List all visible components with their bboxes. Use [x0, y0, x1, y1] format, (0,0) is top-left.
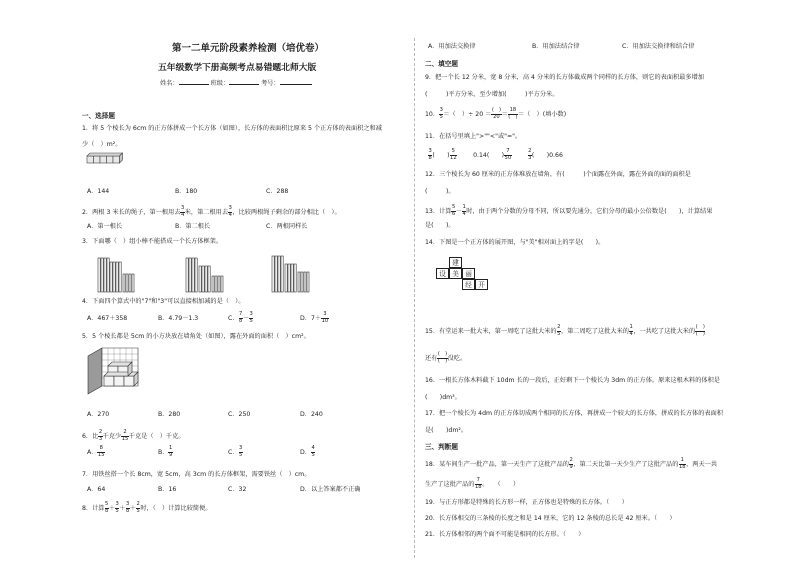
student-info-line — [160, 80, 312, 88]
q4-d-frac-num: 3 — [321, 312, 329, 319]
q15-remaining-den: ( ) — [437, 357, 448, 364]
q10-frac-1-den: 5 — [439, 113, 443, 120]
q15-answer-den: ( ) — [695, 330, 705, 337]
q6-a-frac — [97, 446, 105, 458]
q10-frac-1-num: 3 — [439, 107, 443, 113]
q11-i1-den2: 12 — [450, 154, 457, 161]
q6-a-label: A． — [87, 449, 98, 457]
q5-corner-cubes-figure — [86, 346, 142, 396]
q7-option-b[interactable]: B．16 — [158, 486, 177, 493]
exam-subtitle: 五年级数学下册高频考点易错题北师大版 — [158, 63, 317, 73]
q18-post: ，两天一共 — [686, 461, 718, 469]
q1-text: 1．将 5 个棱长为 6cm 的正方体拼成一个长方体（如图），长方体的表面积比原来 5 个正方体的表面积之和减 — [82, 125, 382, 132]
q11-i1-num2: 5 — [450, 149, 458, 156]
q8-b-num: 3 — [115, 501, 119, 507]
q10-frac-3-num: 18 — [509, 107, 517, 113]
q6-b-frac — [168, 446, 172, 458]
q6-c-label: C． — [228, 449, 239, 457]
q13-frac-2-num: 1 — [462, 204, 466, 210]
q6-frac-1-den: 3 — [98, 435, 103, 442]
q15-frac-2-den: 4 — [629, 330, 633, 337]
q13-mid: － — [455, 208, 462, 216]
q6-a-den: 15 — [97, 451, 105, 458]
q2-mid: 米，第二根用去 — [184, 209, 229, 217]
q1-cube-row-figure — [86, 152, 124, 166]
q5-option-c[interactable]: C．250 — [228, 411, 251, 418]
q4-c-frac-2-den: 5 — [249, 317, 253, 324]
q11-i1-num: 3 — [428, 148, 432, 154]
column-divider — [414, 38, 415, 558]
q2-frac-2-num: 3 — [228, 205, 232, 211]
q6-b-den: 9 — [168, 451, 173, 458]
q8-post: 时，（ ）计算比较简便。 — [140, 505, 212, 513]
q4-d-frac — [321, 312, 329, 324]
q2-pre: 2．两根 3 米长的绳子，第一根用去 — [82, 209, 181, 217]
q6-option-c[interactable] — [228, 446, 243, 458]
q11-item2-frac — [504, 149, 512, 161]
q9-text-2: ( )平方分米，至少增加( )平方分米。 — [425, 91, 559, 98]
q13-text-2: 是( )。 — [425, 222, 455, 229]
q11-i2-pre: 0.14( ) — [473, 152, 505, 160]
q11-i3-post: ( )0.66 — [531, 152, 563, 160]
class-label: 班级： — [210, 80, 230, 87]
q6-c-num: 3 — [239, 445, 243, 451]
q15-frac-2-num: 1 — [629, 324, 633, 330]
q15-answer-frac[interactable] — [695, 325, 705, 337]
q20-text: 20．长方体相交的三条棱的长度之和是 14 厘米，它的 12 条棱的总长是 42 厘米。（ ） — [425, 515, 676, 522]
q3-group-a — [98, 258, 134, 292]
q18-frac-3-num: 7 — [475, 478, 483, 485]
section-fill-heading: 二、填空题 — [425, 60, 458, 68]
net-cell-mei: 美 — [449, 268, 462, 279]
q18-text — [425, 458, 717, 470]
exam-no-field[interactable] — [280, 84, 312, 85]
q2-option-a[interactable]: A．第一根长 — [87, 223, 123, 230]
q8-option-b[interactable]: B．用加法结合律 — [532, 43, 580, 50]
net-cell-she: 设 — [436, 268, 449, 279]
q15-remaining-frac[interactable] — [437, 352, 447, 364]
q6-text — [82, 430, 184, 442]
q1-text-2: 少（ ）m²。 — [82, 141, 122, 148]
q11-i2-num: 7 — [504, 149, 512, 156]
q8-a-den: 8 — [105, 507, 109, 514]
q8-text: 8．计算 $\frac{5}{8}$ ＋ $\frac{3}{5}$ ＋ $\frac{3}{8}$ ＋ $\frac{2}{5}$ 时，（ ）计算比较简便。 — [82, 501, 212, 514]
q10-post: ＝（ ）(填小数) — [518, 111, 567, 119]
q10-frac-2 — [491, 108, 501, 120]
q15-remaining-num: ( ) — [437, 351, 448, 357]
q21-text: 21．长方体相邻的两个面不可能是相同的长方形。（ ） — [425, 531, 585, 538]
q15-post: ，一共吃了这批大米的 — [633, 328, 696, 336]
q8-d-den: 5 — [136, 507, 140, 514]
q11-i3-num: 2 — [528, 148, 532, 154]
q5-option-b[interactable]: B．280 — [158, 411, 181, 418]
q8-option-a[interactable]: A．用加法交换律 — [428, 43, 476, 50]
q8-frac-b — [115, 502, 119, 514]
q15-text-2 — [425, 352, 466, 364]
q2-frac-1-den: 4 — [180, 211, 185, 218]
q13-frac-2-den: 4 — [462, 210, 466, 217]
q16-text: 16．一根长方体木料截下 10dm 长的一段后，正好剩下一个棱长为 3dm 的正方体。原来这根木料的体积是 — [425, 377, 720, 384]
net-cell-kai: 开 — [475, 279, 488, 290]
q6-b-num: 1 — [168, 445, 173, 451]
q14-text: 14．下图是一个正方体的展开图，与"美"相对面上的字是( )。 — [425, 239, 605, 246]
q18-line2-post: 。 （ ） — [482, 481, 520, 489]
q11-text: 11．在括号里填上">""<"或"="。 — [425, 133, 522, 140]
q15-pre: 15．有堂运来一批大米，第一周吃了这批大米的 — [425, 328, 557, 336]
q8-c-den: 8 — [126, 507, 130, 514]
q6-frac-2-den: 15 — [121, 435, 129, 442]
q1-option-b[interactable]: B．180 — [175, 188, 198, 195]
net-cell-jing: 经 — [462, 279, 475, 290]
q15-frac-1-den: 5 — [557, 330, 561, 337]
name-label: 姓名： — [160, 80, 179, 87]
q2-post: ，比较两根绳子剩余的部分相比（ ）。 — [232, 209, 341, 217]
q18-frac-2-num: 1 — [679, 458, 687, 465]
q8-c-num: 3 — [126, 501, 130, 507]
q11-i1-den: 8 — [428, 154, 432, 161]
q13-pre: 13．计算 — [425, 208, 452, 216]
q16-text-2: ( )dm³。 — [425, 394, 461, 401]
q1-option-c[interactable]: C．288 — [266, 188, 289, 195]
q2-option-c[interactable]: C．两根同样长 — [266, 223, 308, 230]
q3-stick-groups-figure — [96, 252, 346, 294]
q4-c-frac-1-num: 7 — [239, 311, 243, 317]
q4-c-frac-2-num: 3 — [249, 311, 253, 317]
q17-text: 17．把一个棱长为 4dm 的正方体切成两个相同的长方体，再拼成一个较大的长方体，拼成的长方体的表面积 — [425, 410, 723, 417]
q2-text — [82, 206, 341, 218]
q5-text: 5．5 个棱长都是 5cm 的小方块放在墙角处（如图），露在外面的面积（ ）cm²。 — [82, 333, 310, 340]
q4-option-d[interactable] — [300, 312, 329, 324]
q18-mid: ，第二天比第一天少生产了这批产品的 — [573, 461, 679, 469]
q4-text: 4．下面四个算式中的"7"和"3"可以直接相加减的是（ ）。 — [82, 298, 245, 305]
q10-frac-3-den: ( ) — [508, 113, 518, 120]
q6-c-frac — [239, 446, 243, 458]
q14-cube-net — [430, 255, 502, 305]
q10-mid-1: ＝（ ）÷ 20 ＝ — [443, 111, 492, 119]
q6-frac-2-num: 2 — [121, 430, 129, 437]
q6-post: 千克是（ ）千克。 — [128, 433, 185, 441]
q18-frac-3-den: 18 — [475, 483, 482, 490]
q2-frac-1-num: 3 — [180, 205, 185, 211]
q10-frac-2-den: 20 — [493, 113, 500, 120]
q11-i3-den: 3 — [528, 154, 532, 161]
net-cell-li: 丽 — [462, 268, 475, 279]
q10-pre: 10． — [425, 111, 440, 119]
q10-mid-2: ＝ — [501, 111, 508, 119]
q1-option-a[interactable]: A．144 — [87, 188, 110, 195]
q11-items — [428, 149, 563, 161]
q5-option-d[interactable]: D．240 — [300, 411, 323, 418]
q6-c-den: 5 — [239, 451, 243, 458]
q8-d-num: 2 — [136, 501, 140, 507]
class-field[interactable] — [229, 84, 259, 85]
q7-option-d[interactable]: D．以上答案都不正确 — [300, 486, 361, 493]
q4-c-frac-1-den: 8 — [239, 317, 243, 324]
q4-option-c[interactable] — [228, 312, 253, 324]
exam-no-label: 考号： — [261, 80, 280, 87]
q15-still: 还有 — [425, 355, 438, 363]
q3-group-b — [186, 258, 223, 292]
q11-i1-gap: ( ) — [432, 152, 450, 160]
q7-option-a[interactable]: A．64 — [87, 486, 106, 493]
q4-d-frac-den: 10 — [321, 317, 329, 324]
q8-frac-c — [126, 502, 130, 514]
q13-frac-1-num: 5 — [451, 204, 456, 210]
q18-pre: 18．某车间生产一批产品，第一天生产了这批产品的 — [425, 461, 569, 469]
q8-pre: 8．计算 — [82, 505, 105, 513]
q8-b-den: 5 — [115, 507, 119, 514]
q4-c-label: C． — [228, 315, 239, 323]
q5-option-a[interactable]: A．270 — [87, 411, 110, 418]
q12-text-2: ( )。 — [425, 188, 455, 195]
q13-post: 时，由于两个分数的分母不同，所以要先通分，它们分母的最小公倍数是( )，计算结果 — [466, 208, 713, 216]
q4-option-a[interactable]: A．467＋358 — [87, 315, 128, 322]
q10-frac-2-num: ( ) — [491, 107, 502, 113]
q6-d-den: 5 — [311, 451, 315, 458]
q15-answer-num: ( ) — [695, 324, 705, 330]
q8-frac-a — [105, 502, 109, 514]
q17-text-2: 是( )dm²。 — [425, 427, 468, 434]
q2-frac-2-den: 4 — [228, 211, 232, 218]
q7-option-c[interactable]: C．32 — [228, 486, 247, 493]
name-field[interactable] — [179, 84, 209, 85]
q3-group-c — [272, 256, 309, 292]
q18-text-2 — [425, 478, 519, 490]
q15-text — [425, 325, 705, 337]
q8-option-c[interactable]: C．用加法交换律和结合律 — [622, 43, 695, 50]
q11-item1-frac-2 — [450, 149, 458, 161]
q6-d-num: 4 — [311, 445, 315, 451]
q6-a-num: 8 — [97, 446, 105, 453]
q18-frac-2-den: 18 — [679, 463, 686, 470]
q6-option-d[interactable] — [300, 446, 315, 458]
q6-b-label: B． — [158, 449, 169, 457]
q18-frac-2 — [679, 458, 687, 470]
q8-a-num: 5 — [105, 501, 109, 507]
section-judge-heading: 三、判断题 — [425, 443, 458, 451]
section-choice-heading: 一、选择题 — [82, 112, 115, 120]
q10-text — [425, 108, 566, 120]
q6-option-b[interactable] — [158, 446, 173, 458]
q4-d-label: D．7＋ — [300, 315, 322, 323]
q6-d-frac — [311, 446, 315, 458]
q15-mid: ，第二周吃了这批大米的 — [560, 328, 629, 336]
q18-frac-3 — [475, 478, 483, 490]
q4-c-frac-2 — [249, 312, 253, 324]
q19-text: 19．与正方形都是特殊的长方形一样，正方体也是特殊的长方体。（ ） — [425, 499, 628, 506]
q12-text: 12．三个棱长为 60 厘米的正方体堆放在墙角，有( )个面露在外面，露在外面的面的面积是 — [425, 171, 691, 178]
net-cell-jian: 建 — [449, 257, 462, 268]
q10-frac-3 — [508, 108, 518, 120]
q11-i2-den: 50 — [504, 154, 512, 161]
q6-option-a[interactable] — [87, 446, 105, 458]
q6-frac-1-num: 2 — [98, 429, 103, 435]
q18-frac-1-den: 9 — [569, 463, 573, 470]
q4-option-b[interactable]: B．4.79－1.3 — [158, 315, 199, 322]
q6-pre: 6．比 — [82, 433, 99, 441]
q13-frac-1-den: 6 — [451, 210, 456, 217]
q15-not-eaten: 没吃。 — [447, 355, 467, 363]
q6-d-label: D． — [300, 449, 311, 457]
q2-option-b[interactable]: B．第二根长 — [175, 223, 211, 230]
q18-line2-pre: 生产了这批产品的 — [425, 481, 475, 489]
exam-title: 第一二单元阶段素养检测（培优卷） — [172, 43, 325, 54]
q18-frac-1-num: 2 — [569, 457, 573, 463]
q7-text: 7．用铁丝搭一个长 8cm，宽 5cm，高 3cm 的长方体框架，需要铁丝（ ）cm。 — [82, 471, 311, 478]
q15-frac-1-num: 2 — [557, 324, 561, 330]
q6-frac-2 — [121, 430, 129, 442]
q6-mid: 千克少 — [102, 433, 122, 441]
q3-text: 3．下面哪（ ）组小棒不能搭成一个长方体框架。 — [82, 238, 223, 245]
q13-text — [425, 205, 712, 217]
q4-c-op: － — [242, 315, 250, 323]
q9-text: 9．把一个长 12 分米，宽 8 分米，高 4 分米的长方体截成两个同样的长方体，则它的表面积最多增加 — [425, 74, 704, 81]
